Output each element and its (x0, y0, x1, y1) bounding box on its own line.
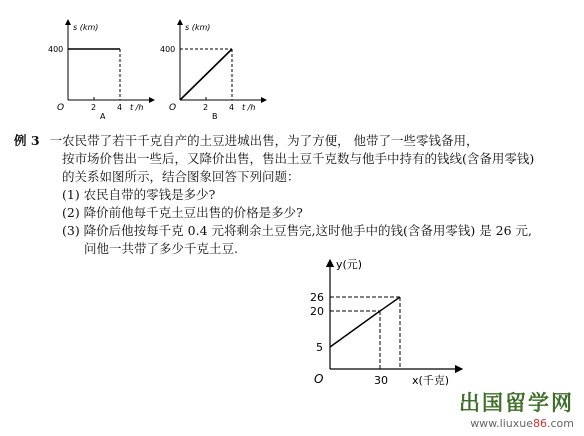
graph-b (152, 14, 272, 119)
x-tick-2: 2 (203, 103, 209, 112)
problem-line-2: 按市场价售出一些后，又降价出售，售出土豆千克数与他手中持有的钱线(含备用零钱) (62, 151, 535, 166)
problem-line-3: 的关系如图所示，结合图象回答下列问题： (62, 169, 300, 184)
watermark (459, 387, 574, 430)
y-tick-26: 26 (310, 291, 324, 304)
graph-c (300, 254, 470, 394)
watermark-url-suffix: .com (547, 417, 574, 430)
origin-label: O (169, 103, 177, 113)
graph-a (40, 14, 160, 119)
origin-label: O (314, 372, 324, 386)
y-tick-400: 400 (48, 45, 64, 54)
x-axis-label: t /h (130, 103, 144, 112)
watermark-url-highlight: 86 (533, 417, 547, 430)
watermark-url-prefix: www.liuxue (470, 417, 533, 430)
x-axis-label: x(千克) (412, 374, 450, 387)
y-axis-label: s (km) (73, 23, 99, 32)
y-tick-20: 20 (310, 305, 324, 318)
x-tick-4: 4 (117, 103, 123, 112)
question-1: (1) 农民自带的零钱是多少? (62, 187, 216, 202)
y-axis-label: s (km) (185, 23, 211, 32)
problem-label: 例 3 (14, 133, 40, 148)
graph-caption: B (212, 112, 218, 119)
problem-line-1-text: 一农民带了若干千克自产的土豆进城出售，为了方便， 他带了一些零钱备用， (49, 133, 479, 148)
x-tick-2: 2 (91, 103, 97, 112)
y-axis-label: y(元) (336, 258, 363, 271)
x-tick-4: 4 (229, 103, 235, 112)
watermark-name: 出国留学网 (459, 391, 574, 415)
y-tick-5: 5 (316, 341, 323, 354)
origin-label: O (57, 103, 65, 113)
graph-caption: A (100, 112, 106, 119)
question-3-line-1: (3) 降价后他按每千克 0.4 元将剩余土豆售完,这时他手中的钱(含备用零钱) 是 26 元, (62, 223, 533, 238)
question-3-line-2: 问他一共带了多少千克土豆. (84, 241, 238, 256)
problem-line-1 (14, 132, 479, 150)
segment-rising (180, 49, 232, 100)
x-axis-label: t /h (242, 103, 256, 112)
watermark-url (459, 417, 574, 430)
question-2: (2) 降价前他每千克土豆出售的价格是多少? (62, 205, 303, 220)
x-tick-30: 30 (374, 374, 388, 387)
y-tick-400: 400 (160, 45, 176, 54)
money-line (330, 297, 400, 347)
